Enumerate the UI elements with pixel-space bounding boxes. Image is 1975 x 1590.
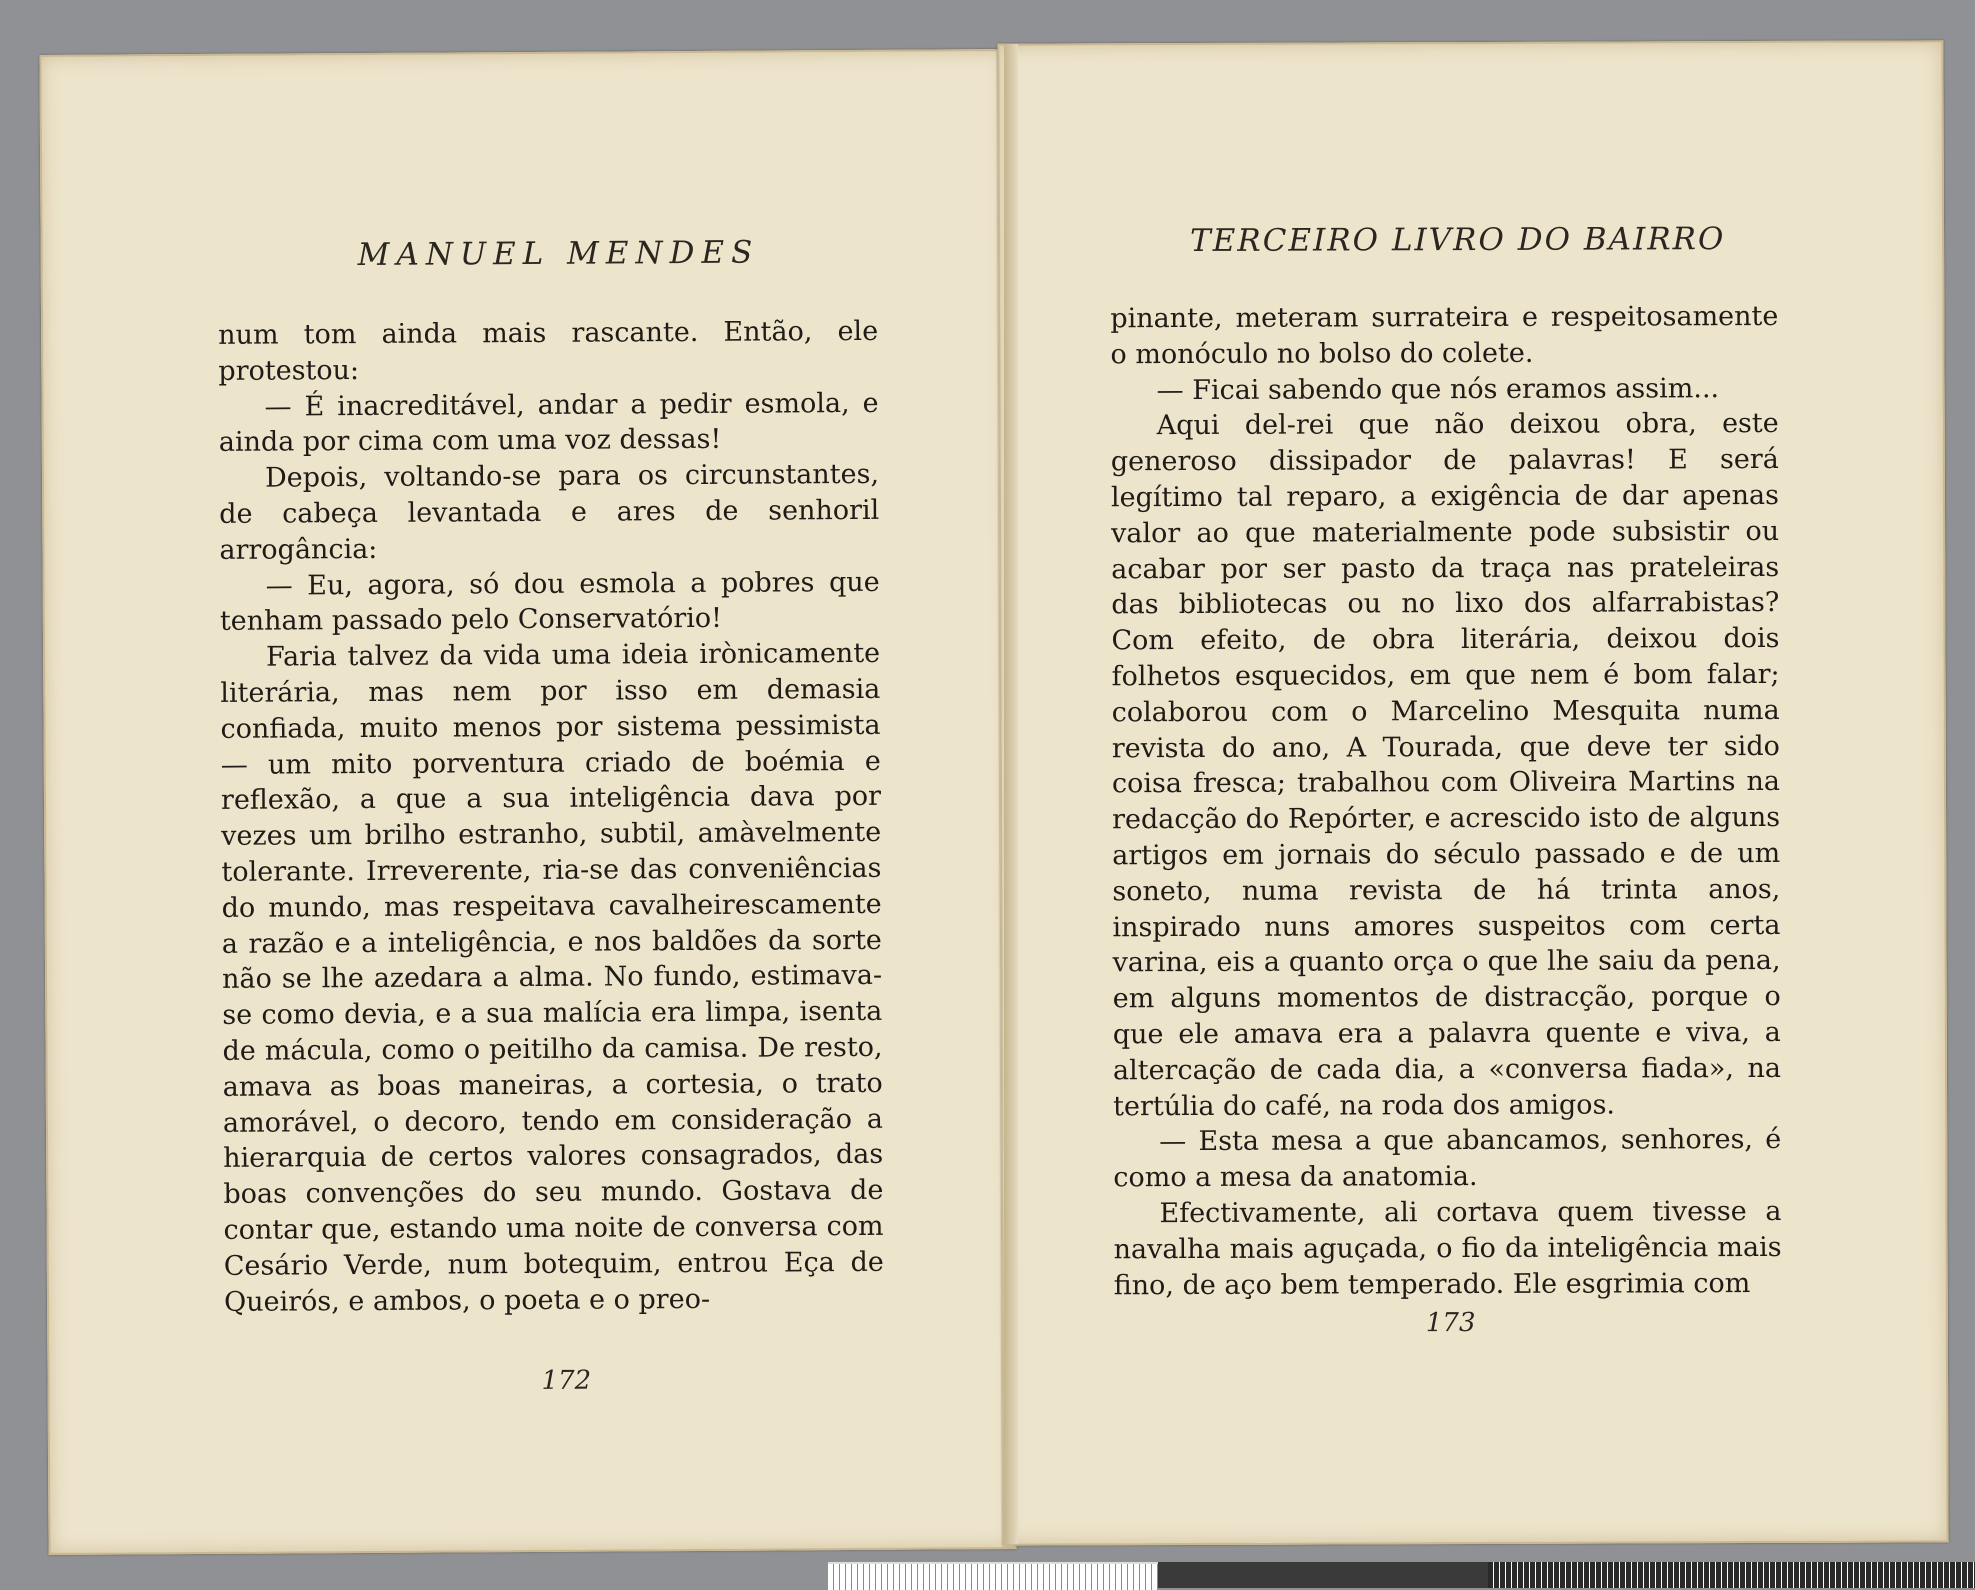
left-page — [39, 49, 1016, 1555]
left-paragraph-2: — É inacreditável, andar a pedir esmola, e ainda por cima com uma voz dessas! — [218, 387, 879, 459]
right-page — [997, 40, 1948, 1545]
right-paragraph-3: Aqui del-rei que não deixou obra, este generoso dissipador de palavras! E será legítimo tal reparo, a exigência de dar apenas valor ao que materialmente pode subsistir ou acabar por ser pasto da traça nas prateleiras das bibliotecas ou no lixo dos alfarrabistas? Com efeito, de obra literária, deixou dois folhetos esquecidos, em que nem é bom falar; colaborou com o Marcelino Mesquita numa revista do ano, A Tourada, que deve ter sido coisa fresca; trabalhou com Oliveira Martins na redacção do Repórter, e acrescido isto de alguns artigos em jornais do século passado e de um soneto, numa revista de há trinta anos, inspirado nuns amores suspeitos com certa varina, eis a quanto orça o que lhe saiu da pena, em alguns momentos de distracção, porque o que ele amava era a palavra quente e viva, a altercação de cada dia, a «conversa fiada», na tertúlia do café, na roda dos amigos. — [1110, 408, 1782, 1122]
right-paragraph-2: — Ficai sabendo que nós eramos assim... — [1156, 372, 1720, 406]
right-body-text — [1110, 299, 1781, 1304]
left-paragraph-5: Faria talvez da vida uma ideia irònicamente literária, mas nem por isso em demasia confiada, muito menos por sistema pessimista — um mito porventura criado de boémia e reflexão, a que a sua inteligência dava por vezes um brilho estranho, subtil, amàvelmente tolerante. Irreverente, ria-se das conveniências do mundo, mas respeitava cavalheirescamente a razão e a inteligência, e nos baldões da sorte não se lhe azedara a alma. No fundo, estimava-se como devia, e a sua malícia era limpa, isenta de mácula, como o peitilho da camisa. De resto, amava as boas maneiras, a cortesia, o trato amorável, o decoro, tendo em consideração a hierarquia de certos valores consagrados, das boas convenções do seu mundo. Gostava de contar que, estando uma noite de conversa com Cesário Verde, num botequim, entrou Eça de Queirós, e ambos, o poeta e o preo- — [220, 638, 884, 1318]
left-body-text — [218, 314, 884, 1320]
left-paragraph-3: Depois, voltando-se para os circunstantes, de cabeça levantada e ares de senhoril arrogância: — [219, 459, 880, 566]
left-running-head: MANUEL MENDES — [357, 234, 760, 274]
scale-ruler-ticks — [1488, 1562, 1975, 1588]
book-spine — [1004, 44, 1018, 1544]
scale-ruler-dark — [1158, 1562, 1488, 1588]
right-paragraph-1: pinante, meteram surrateira e respeitosamente o monóculo no bolso do colete. — [1110, 300, 1779, 371]
right-page-number: 173 — [1425, 1307, 1476, 1339]
left-paragraph-4: — Eu, agora, só dou esmola a pobres que tenham passado pelo Conservatório! — [219, 566, 880, 638]
right-running-head: TERCEIRO LIVRO DO BAIRRO — [1190, 221, 1726, 259]
right-paragraph-5: Efectivamente, ali cortava quem tivesse a navalha mais aguçada, o fio da inteligência mais fino, de aço bem temperado. Ele esgrimia com — [1113, 1195, 1782, 1301]
left-paragraph-1: num tom ainda mais rascante. Então, ele protestou: — [218, 315, 879, 387]
scale-ruler-light — [828, 1562, 1158, 1590]
right-paragraph-4: — Esta mesa a que abancamos, senhores, é como a mesa da anatomia. — [1113, 1124, 1782, 1194]
left-page-number: 172 — [541, 1365, 592, 1396]
